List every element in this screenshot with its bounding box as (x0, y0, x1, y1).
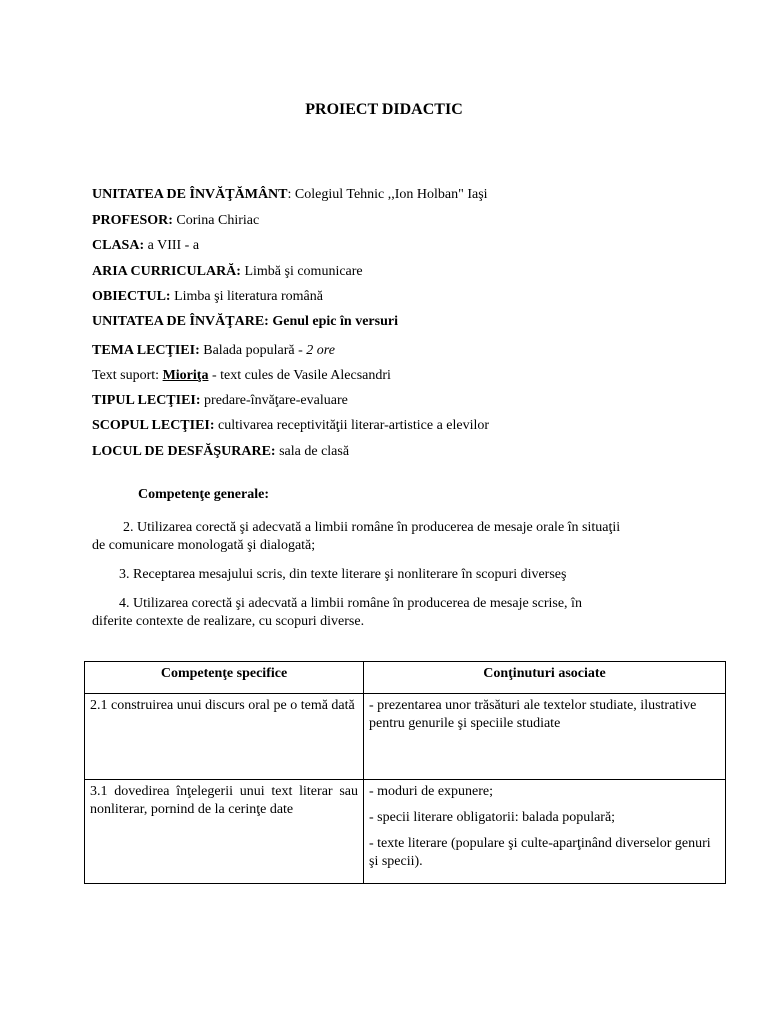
field-value: Limbă şi comunicare (240, 264, 363, 279)
cell-text: 3.1 dovedirea înţelegerii unui text literar sau nonliterar, pornind de la cerinţe date (90, 784, 358, 817)
field-label: SCOPUL LECŢIEI: (92, 418, 215, 433)
field-label: TIPUL LECŢIEI: (92, 393, 201, 408)
field-scopul (92, 417, 489, 435)
text-title: Mioriţa (162, 368, 209, 383)
table-header-competente: Competenţe specifice (85, 662, 364, 694)
table-header-continuturi: Conţinuturi asociate (364, 662, 726, 694)
field-clasa (92, 237, 199, 255)
field-aria (92, 263, 363, 281)
field-value: predare-învăţare-evaluare (200, 393, 348, 408)
field-value: Corina Chiriac (172, 213, 260, 228)
field-value: cultivarea receptivităţii literar-artistice a elevilor (214, 418, 490, 433)
field-tipul (92, 392, 348, 410)
field-label: LOCUL DE DESFĂŞURARE: (92, 444, 276, 459)
table-cell-specific (85, 694, 364, 780)
competenta-2-line1: 2. Utilizarea corectă şi adecvată a limbii române în producerea de mesaje orale în situaţii (123, 520, 621, 535)
table-row (85, 694, 726, 780)
cell-text: - prezentarea unor trăsături ale textelor studiate, ilustrative pentru genurile şi speciile studiate (369, 698, 697, 731)
field-value: sala de clasă (275, 444, 350, 459)
field-label: CLASA: (92, 238, 145, 253)
competente-generale-title: Competenţe generale: (138, 487, 270, 502)
field-value: Genul epic în versuri (268, 314, 398, 329)
field-value: Balada populară - (199, 343, 307, 358)
competenta-2-line2: de comunicare monologată şi dialogată; (92, 538, 316, 553)
field-value: : Colegiul Tehnic ,,Ion Holban" Iaşi (287, 187, 488, 202)
field-label: PROFESOR: (92, 213, 173, 228)
cell-text: - specii literare obligatorii: balada populară; (369, 810, 616, 825)
field-profesor (92, 212, 259, 230)
table-cell-specific (85, 780, 364, 884)
cell-text: - moduri de expunere; (369, 784, 494, 799)
competenta-3-line1: 3. Receptarea mesajului scris, din texte literare şi nonliterare în scopuri diverseş (119, 567, 567, 582)
field-unitatea-invatamant (92, 186, 488, 204)
field-label: UNITATEA DE ÎNVĂŢARE: (92, 314, 269, 329)
competenta-4-line1: 4. Utilizarea corectă şi adecvată a limbii române în producerea de mesaje scrise, în (119, 596, 582, 611)
field-label: ARIA CURRICULARĂ: (92, 264, 241, 279)
cell-text: - texte literare (populare şi culte-aparţinând diverselor genuri şi specii). (369, 836, 711, 869)
field-label: TEMA LECŢIEI: (92, 343, 200, 358)
page-title: PROIECT DIDACTIC (305, 101, 463, 118)
field-value: - text cules de Vasile Alecsandri (208, 368, 391, 383)
table-row (85, 780, 726, 884)
competente-table (84, 661, 726, 884)
cell-text: 2.1 construirea unui discurs oral pe o temă dată (90, 698, 355, 713)
field-value: a VIII - a (144, 238, 200, 253)
field-value: Limba şi literatura română (170, 289, 323, 304)
field-unitatea-invatare (92, 313, 398, 331)
table-header-row (85, 662, 726, 694)
field-obiectul (92, 288, 323, 306)
field-tema (92, 342, 335, 360)
field-label: UNITATEA DE ÎNVĂŢĂMÂNT (92, 187, 288, 202)
field-label: Text suport: (92, 368, 163, 383)
table-cell-continut (364, 694, 726, 780)
field-text-suport (92, 367, 391, 385)
table-cell-continut (364, 780, 726, 884)
field-locul (92, 443, 349, 461)
field-label: OBIECTUL: (92, 289, 171, 304)
field-value-italic: 2 ore (306, 343, 335, 358)
competenta-4-line2: diferite contexte de realizare, cu scopuri diverse. (92, 614, 365, 629)
